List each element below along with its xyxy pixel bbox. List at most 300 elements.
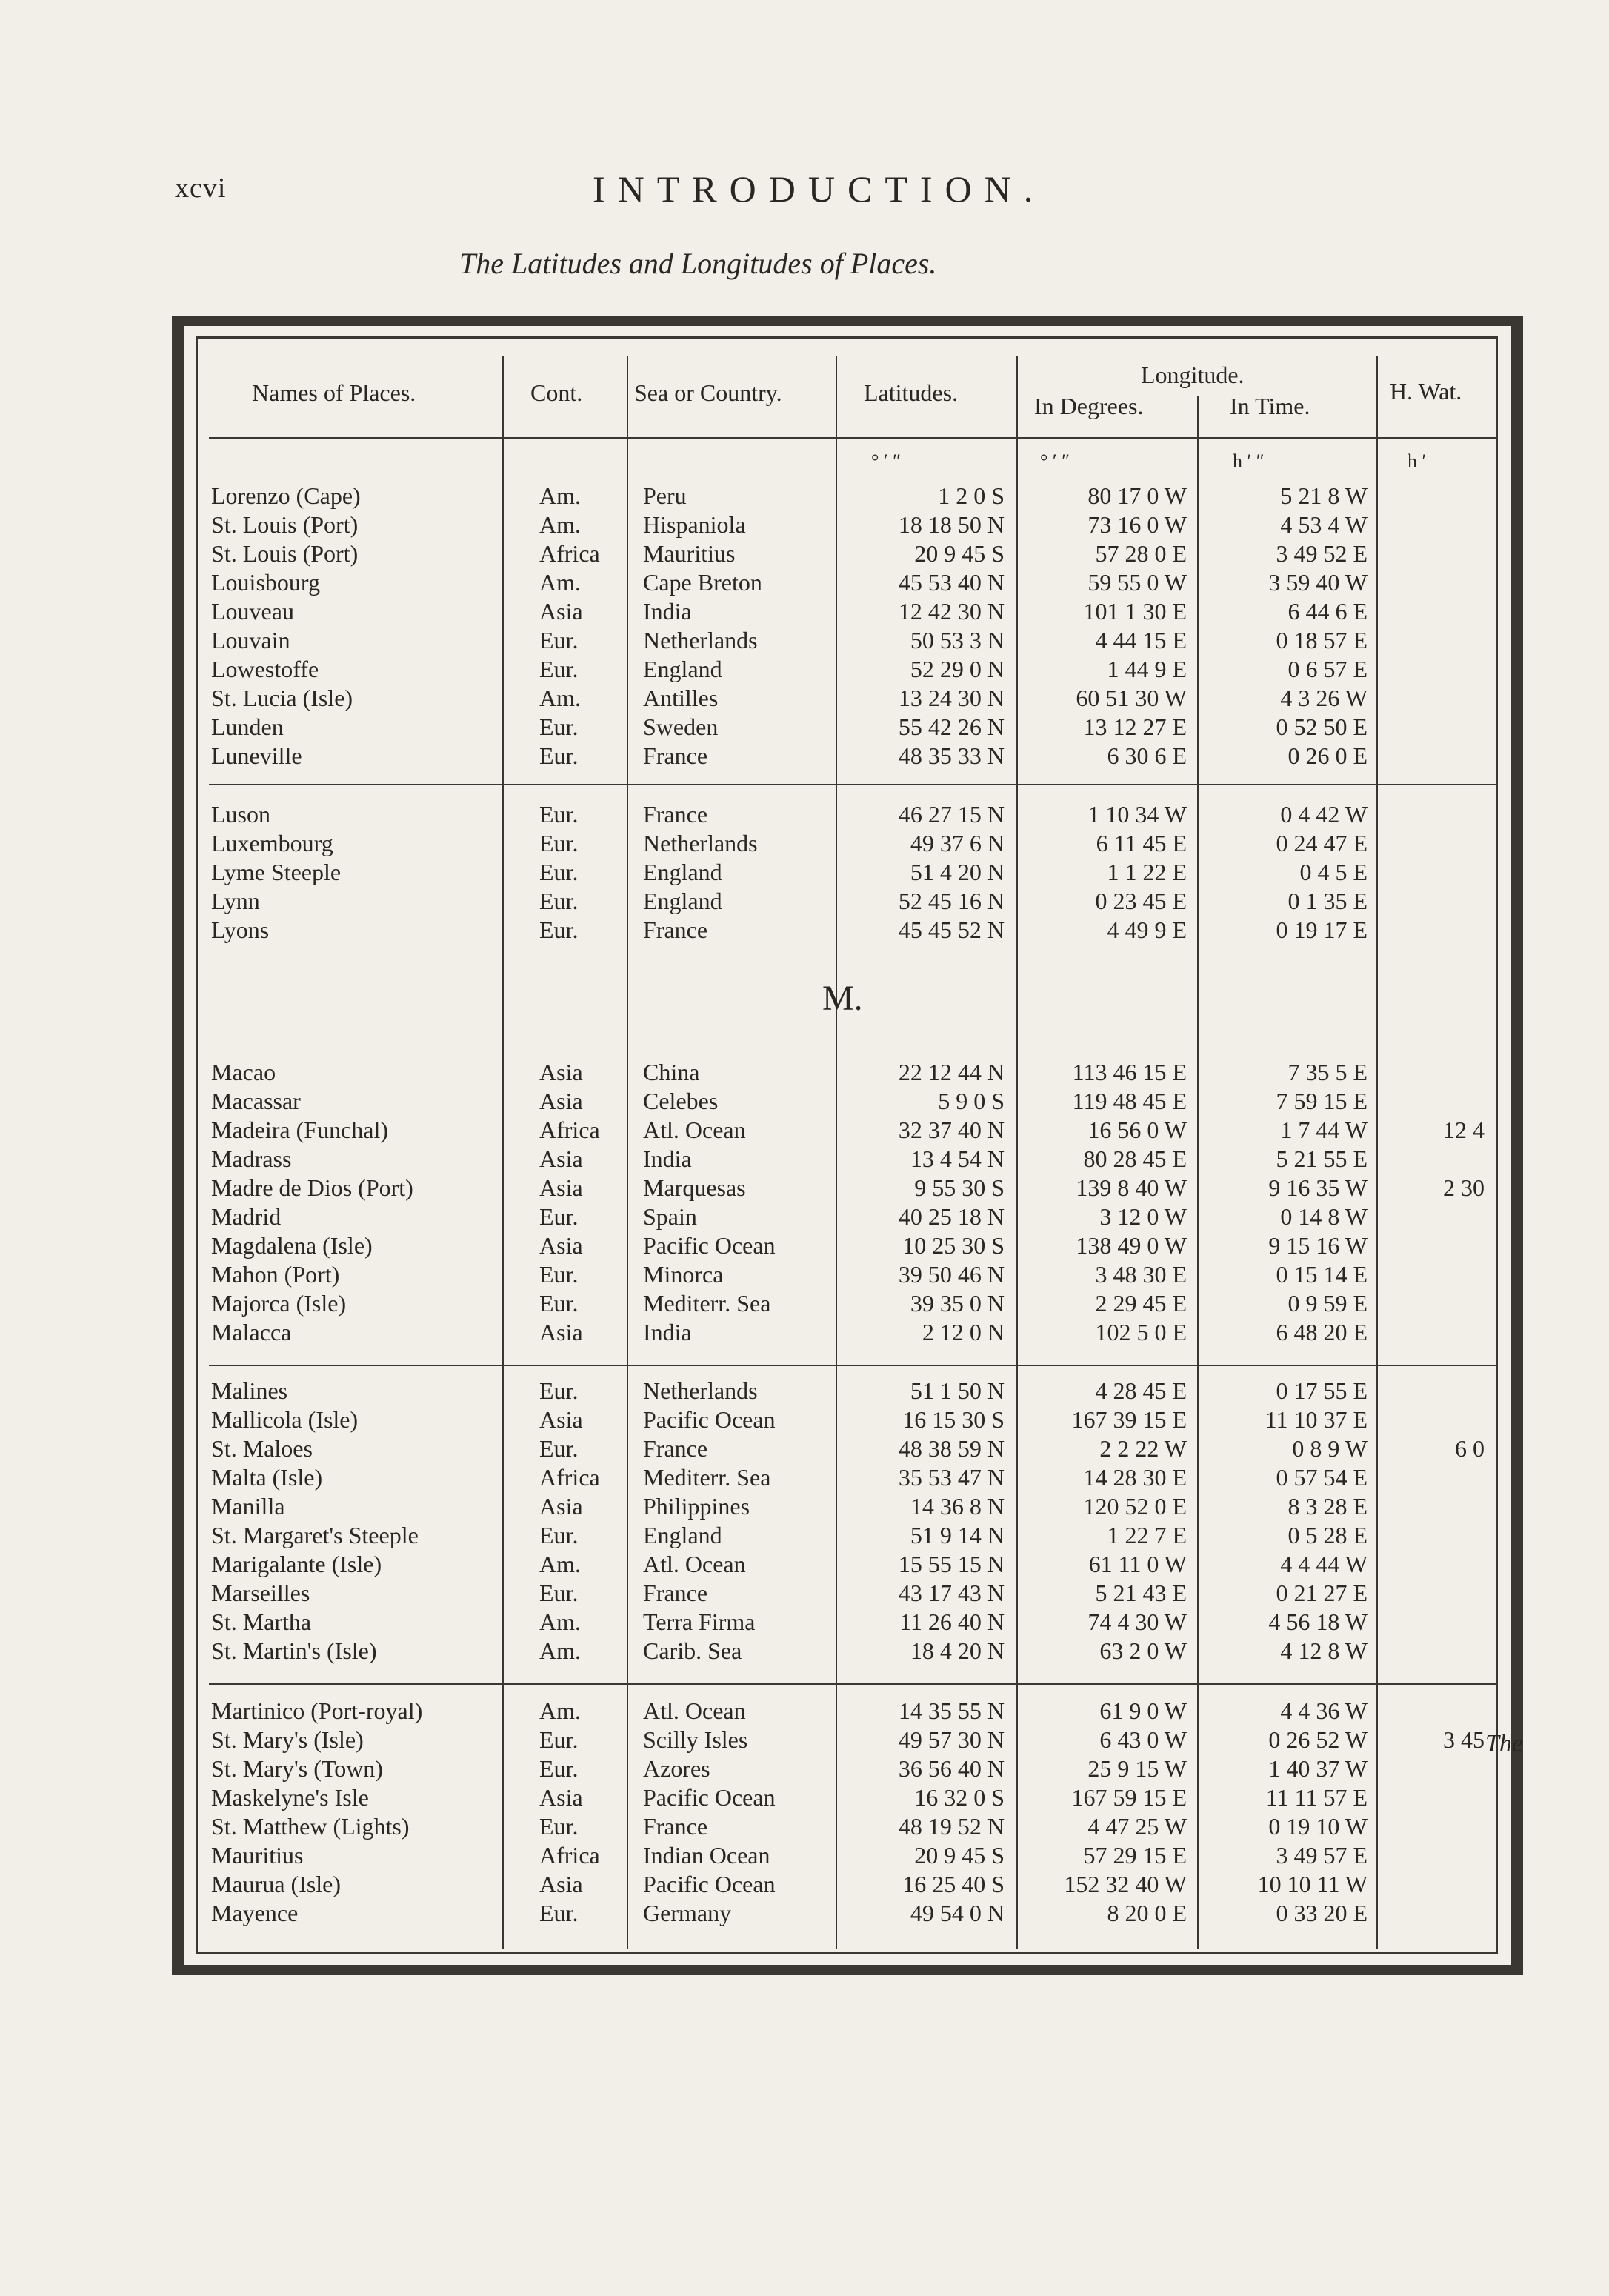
place-name-cell: St. Margaret's Steeple (211, 1522, 419, 1548)
sea-or-country-cell: Pacific Ocean (643, 1784, 776, 1811)
sea-or-country-cell: China (643, 1059, 700, 1085)
latitude-cell: 18 18 50 N (898, 511, 1005, 538)
place-name-cell: St. Lucia (Isle) (211, 685, 353, 711)
longitude-degrees-cell: 25 9 15 W (1087, 1755, 1187, 1782)
continent-cell: Eur. (539, 830, 579, 856)
table-row (0, 1289, 1609, 1318)
longitude-degrees-cell: 1 22 7 E (1107, 1522, 1187, 1548)
continent-cell: Africa (539, 540, 600, 567)
latitude-cell: 5 9 0 S (938, 1088, 1005, 1114)
table-row (0, 1783, 1609, 1812)
sea-or-country-cell: Cape Breton (643, 569, 762, 596)
sea-or-country-cell: Marquesas (643, 1174, 746, 1201)
place-name-cell: St. Martha (211, 1608, 312, 1635)
latitude-cell: 35 53 47 N (898, 1464, 1005, 1491)
continent-cell: Asia (539, 1088, 583, 1114)
place-name-cell: Macao (211, 1059, 276, 1085)
sea-or-country-cell: Netherlands (643, 1377, 758, 1404)
latitude-cell: 14 35 55 N (898, 1697, 1005, 1724)
longitude-time-cell: 0 52 50 E (1276, 713, 1368, 740)
place-name-cell: Luneville (211, 742, 302, 769)
table-row (0, 1637, 1609, 1666)
latitude-cell: 18 4 20 N (910, 1637, 1005, 1664)
table-row (0, 1812, 1609, 1841)
latitude-cell: 49 54 0 N (910, 1900, 1005, 1926)
table-row (0, 829, 1609, 858)
sea-or-country-cell: Netherlands (643, 830, 758, 856)
table-row (0, 800, 1609, 829)
place-name-cell: Manilla (211, 1493, 285, 1520)
place-name-cell: St. Matthew (Lights) (211, 1813, 410, 1840)
sea-or-country-cell: Celebes (643, 1088, 719, 1114)
table-row (0, 1377, 1609, 1405)
continent-cell: Eur. (539, 1813, 579, 1840)
table-title: The Latitudes and Longitudes of Places. (459, 247, 937, 280)
place-name-cell: Louvain (211, 627, 290, 653)
sea-or-country-cell: India (643, 598, 692, 625)
sea-or-country-cell: Atl. Ocean (643, 1697, 746, 1724)
longitude-time-cell: 11 10 37 E (1265, 1406, 1368, 1433)
table-row (0, 655, 1609, 684)
sea-or-country-cell: Azores (643, 1755, 710, 1782)
longitude-degrees-cell: 1 44 9 E (1107, 656, 1187, 682)
continent-cell: Eur. (539, 1580, 579, 1606)
place-name-cell: Marseilles (211, 1580, 310, 1606)
longitude-time-cell: 0 4 42 W (1280, 801, 1368, 828)
group-rule (209, 784, 1498, 785)
sea-or-country-cell: England (643, 656, 722, 682)
place-name-cell: Louisbourg (211, 569, 320, 596)
latitude-cell: 13 24 30 N (898, 685, 1005, 711)
header-longitude: Longitude. (1141, 362, 1245, 388)
continent-cell: Asia (539, 1232, 583, 1259)
longitude-time-cell: 5 21 8 W (1280, 482, 1368, 509)
sea-or-country-cell: Mediterr. Sea (643, 1464, 771, 1491)
sea-or-country-cell: England (643, 859, 722, 885)
longitude-degrees-cell: 152 32 40 W (1064, 1871, 1187, 1897)
latitude-cell: 51 1 50 N (910, 1377, 1005, 1404)
table-row (0, 1058, 1609, 1087)
table-row (0, 1318, 1609, 1347)
longitude-degrees-cell: 2 29 45 E (1095, 1290, 1187, 1317)
continent-cell: Am. (539, 511, 581, 538)
latitude-cell: 52 45 16 N (898, 888, 1005, 914)
longitude-degrees-cell: 80 28 45 E (1083, 1145, 1187, 1172)
longitude-degrees-cell: 6 43 0 W (1099, 1726, 1187, 1753)
longitude-time-cell: 9 15 16 W (1268, 1232, 1368, 1259)
sea-or-country-cell: England (643, 888, 722, 914)
longitude-degrees-cell: 3 12 0 W (1099, 1203, 1187, 1230)
high-water-cell: 12 4 (1443, 1117, 1485, 1143)
longitude-time-cell: 4 3 26 W (1280, 685, 1368, 711)
sea-or-country-cell: France (643, 742, 708, 769)
table-row (0, 713, 1609, 742)
place-name-cell: Luson (211, 801, 270, 828)
continent-cell: Asia (539, 1145, 583, 1172)
longitude-degrees-cell: 16 56 0 W (1087, 1117, 1187, 1143)
table-row (0, 1405, 1609, 1434)
table-row (0, 568, 1609, 597)
longitude-degrees-cell: 4 49 9 E (1107, 916, 1187, 943)
longitude-time-cell: 1 7 44 W (1280, 1117, 1368, 1143)
sea-or-country-cell: Minorca (643, 1261, 724, 1288)
catchword: The (1485, 1730, 1523, 1757)
place-name-cell: Malines (211, 1377, 288, 1404)
longitude-degrees-cell: 4 28 45 E (1095, 1377, 1187, 1404)
latitude-cell: 48 38 59 N (898, 1435, 1005, 1462)
longitude-time-cell: 0 4 5 E (1299, 859, 1368, 885)
longitude-degrees-cell: 113 46 15 E (1072, 1059, 1187, 1085)
latitude-cell: 36 56 40 N (898, 1755, 1005, 1782)
longitude-degrees-cell: 4 47 25 W (1087, 1813, 1187, 1840)
table-row (0, 1174, 1609, 1202)
longitude-time-cell: 4 56 18 W (1268, 1608, 1368, 1635)
sea-or-country-cell: Netherlands (643, 627, 758, 653)
table-row (0, 1202, 1609, 1231)
section-letter: M. (822, 979, 863, 1018)
place-name-cell: Lyme Steeple (211, 859, 342, 885)
longitude-time-cell: 10 10 11 W (1257, 1871, 1368, 1897)
table-row (0, 1726, 1609, 1754)
sea-or-country-cell: England (643, 1522, 722, 1548)
group-rule (209, 1365, 1498, 1366)
unit-lat: ° ′ ″ (871, 450, 901, 472)
longitude-degrees-cell: 74 4 30 W (1087, 1608, 1187, 1635)
longitude-degrees-cell: 119 48 45 E (1072, 1088, 1187, 1114)
latitude-cell: 51 4 20 N (910, 859, 1005, 885)
longitude-time-cell: 4 4 36 W (1280, 1697, 1368, 1724)
place-name-cell: Malta (Isle) (211, 1464, 323, 1491)
latitude-cell: 12 42 30 N (898, 598, 1005, 625)
continent-cell: Am. (539, 1608, 581, 1635)
longitude-time-cell: 3 49 57 E (1276, 1842, 1368, 1869)
continent-cell: Eur. (539, 1261, 579, 1288)
continent-cell: Eur. (539, 888, 579, 914)
header-rule (209, 437, 1498, 439)
table-row (0, 858, 1609, 887)
longitude-time-cell: 0 57 54 E (1276, 1464, 1368, 1491)
longitude-time-cell: 0 1 35 E (1287, 888, 1368, 914)
table-row (0, 597, 1609, 626)
continent-cell: Eur. (539, 1726, 579, 1753)
longitude-time-cell: 9 16 35 W (1268, 1174, 1368, 1201)
place-name-cell: St. Maloes (211, 1435, 313, 1462)
continent-cell: Eur. (539, 656, 579, 682)
longitude-degrees-cell: 73 16 0 W (1087, 511, 1187, 538)
longitude-time-cell: 4 12 8 W (1280, 1637, 1368, 1664)
unit-time: h ′ ″ (1233, 450, 1265, 472)
latitude-cell: 2 12 0 N (922, 1319, 1005, 1345)
sea-or-country-cell: Peru (643, 482, 687, 509)
latitude-cell: 32 37 40 N (898, 1117, 1005, 1143)
sea-or-country-cell: Pacific Ocean (643, 1871, 776, 1897)
sea-or-country-cell: Scilly Isles (643, 1726, 748, 1753)
place-name-cell: Madre de Dios (Port) (211, 1174, 413, 1201)
table-row (0, 510, 1609, 539)
latitude-cell: 39 50 46 N (898, 1261, 1005, 1288)
longitude-degrees-cell: 101 1 30 E (1083, 598, 1187, 625)
latitude-cell: 43 17 43 N (898, 1580, 1005, 1606)
longitude-time-cell: 0 24 47 E (1276, 830, 1368, 856)
continent-cell: Am. (539, 1637, 581, 1664)
table-row (0, 1231, 1609, 1260)
continent-cell: Eur. (539, 801, 579, 828)
place-name-cell: Macassar (211, 1088, 301, 1114)
latitude-cell: 1 2 0 S (938, 482, 1005, 509)
longitude-degrees-cell: 57 28 0 E (1095, 540, 1187, 567)
longitude-time-cell: 6 44 6 E (1287, 598, 1368, 625)
latitude-cell: 9 55 30 S (914, 1174, 1005, 1201)
header-lat: Latitudes. (864, 379, 959, 406)
longitude-time-cell: 0 8 9 W (1292, 1435, 1368, 1462)
continent-cell: Am. (539, 1697, 581, 1724)
continent-cell: Eur. (539, 1290, 579, 1317)
sea-or-country-cell: Carib. Sea (643, 1637, 742, 1664)
continent-cell: Eur. (539, 713, 579, 740)
place-name-cell: Magdalena (Isle) (211, 1232, 373, 1259)
place-name-cell: Marigalante (Isle) (211, 1551, 382, 1577)
latitude-cell: 20 9 45 S (914, 1842, 1005, 1869)
table-row (0, 1899, 1609, 1928)
longitude-time-cell: 11 11 57 E (1265, 1784, 1368, 1811)
table-row (0, 1870, 1609, 1899)
latitude-cell: 10 25 30 S (902, 1232, 1005, 1259)
longitude-time-cell: 0 26 52 W (1268, 1726, 1368, 1753)
longitude-time-cell: 7 35 5 E (1287, 1059, 1368, 1085)
continent-cell: Africa (539, 1464, 600, 1491)
continent-cell: Eur. (539, 627, 579, 653)
sea-or-country-cell: Antilles (643, 685, 719, 711)
place-name-cell: Mayence (211, 1900, 299, 1926)
longitude-degrees-cell: 59 55 0 W (1087, 569, 1187, 596)
longitude-time-cell: 0 33 20 E (1276, 1900, 1368, 1926)
longitude-degrees-cell: 4 44 15 E (1095, 627, 1187, 653)
unit-hwat: h ′ (1408, 450, 1427, 472)
longitude-degrees-cell: 6 11 45 E (1096, 830, 1187, 856)
table-row (0, 1550, 1609, 1579)
sea-or-country-cell: Sweden (643, 713, 719, 740)
longitude-time-cell: 0 14 8 W (1280, 1203, 1368, 1230)
latitude-cell: 52 29 0 N (910, 656, 1005, 682)
place-name-cell: St. Louis (Port) (211, 511, 359, 538)
place-name-cell: Mauritius (211, 1842, 304, 1869)
table-row (0, 887, 1609, 916)
sea-or-country-cell: Atl. Ocean (643, 1551, 746, 1577)
longitude-degrees-cell: 139 8 40 W (1076, 1174, 1187, 1201)
longitude-time-cell: 0 19 17 E (1276, 916, 1368, 943)
running-head: INTRODUCTION. (593, 168, 1046, 210)
longitude-degrees-cell: 2 2 22 W (1099, 1435, 1187, 1462)
header-cont: Cont. (530, 379, 583, 406)
continent-cell: Am. (539, 569, 581, 596)
sea-or-country-cell: France (643, 801, 708, 828)
longitude-time-cell: 6 48 20 E (1276, 1319, 1368, 1345)
high-water-cell: 6 0 (1455, 1435, 1485, 1462)
longitude-time-cell: 0 18 57 E (1276, 627, 1368, 653)
longitude-degrees-cell: 102 5 0 E (1095, 1319, 1187, 1345)
latitude-cell: 13 4 54 N (910, 1145, 1005, 1172)
latitude-cell: 11 26 40 N (899, 1608, 1005, 1635)
table-row (0, 539, 1609, 568)
place-name-cell: Lunden (211, 713, 284, 740)
continent-cell: Eur. (539, 916, 579, 943)
place-name-cell: St. Mary's (Town) (211, 1755, 383, 1782)
place-name-cell: St. Louis (Port) (211, 540, 359, 567)
place-name-cell: Louveau (211, 598, 294, 625)
longitude-degrees-cell: 3 48 30 E (1095, 1261, 1187, 1288)
table-row (0, 1697, 1609, 1726)
table-row (0, 482, 1609, 510)
latitude-cell: 55 42 26 N (898, 713, 1005, 740)
sea-or-country-cell: France (643, 1580, 708, 1606)
longitude-degrees-cell: 8 20 0 E (1107, 1900, 1187, 1926)
continent-cell: Asia (539, 598, 583, 625)
latitude-cell: 50 53 3 N (910, 627, 1005, 653)
place-name-cell: Luxembourg (211, 830, 333, 856)
longitude-time-cell: 0 17 55 E (1276, 1377, 1368, 1404)
continent-cell: Asia (539, 1319, 583, 1345)
longitude-time-cell: 0 19 10 W (1268, 1813, 1368, 1840)
longitude-degrees-cell: 6 30 6 E (1107, 742, 1187, 769)
latitude-cell: 49 37 6 N (910, 830, 1005, 856)
longitude-degrees-cell: 0 23 45 E (1095, 888, 1187, 914)
continent-cell: Asia (539, 1784, 583, 1811)
longitude-time-cell: 5 21 55 E (1276, 1145, 1368, 1172)
longitude-time-cell: 4 4 44 W (1280, 1551, 1368, 1577)
continent-cell: Asia (539, 1174, 583, 1201)
sea-or-country-cell: Mauritius (643, 540, 736, 567)
page-number: xcvi (175, 173, 227, 204)
place-name-cell: Martinico (Port-royal) (211, 1697, 423, 1724)
longitude-degrees-cell: 60 51 30 W (1076, 685, 1187, 711)
sea-or-country-cell: Indian Ocean (643, 1842, 770, 1869)
table-row (0, 1434, 1609, 1463)
latitude-cell: 48 35 33 N (898, 742, 1005, 769)
longitude-degrees-cell: 14 28 30 E (1083, 1464, 1187, 1491)
sea-or-country-cell: France (643, 1435, 708, 1462)
sea-or-country-cell: Germany (643, 1900, 732, 1926)
continent-cell: Eur. (539, 859, 579, 885)
continent-cell: Africa (539, 1117, 600, 1143)
sea-or-country-cell: Philippines (643, 1493, 750, 1520)
continent-cell: Asia (539, 1871, 583, 1897)
latitude-cell: 20 9 45 S (914, 540, 1005, 567)
longitude-time-cell: 3 49 52 E (1276, 540, 1368, 567)
header-in-degrees: In Degrees. (1034, 393, 1144, 419)
longitude-time-cell: 0 26 0 E (1287, 742, 1368, 769)
table-row (0, 626, 1609, 655)
latitude-cell: 16 32 0 S (914, 1784, 1005, 1811)
latitude-cell: 40 25 18 N (898, 1203, 1005, 1230)
header-sea: Sea or Country. (634, 379, 782, 406)
latitude-cell: 39 35 0 N (910, 1290, 1005, 1317)
sea-or-country-cell: Pacific Ocean (643, 1232, 776, 1259)
continent-cell: Asia (539, 1059, 583, 1085)
latitude-cell: 51 9 14 N (910, 1522, 1005, 1548)
place-name-cell: Lyons (211, 916, 270, 943)
longitude-time-cell: 3 59 40 W (1268, 569, 1368, 596)
place-name-cell: Mallicola (Isle) (211, 1406, 359, 1433)
sea-or-country-cell: Pacific Ocean (643, 1406, 776, 1433)
sea-or-country-cell: Terra Firma (643, 1608, 756, 1635)
table-row (0, 1754, 1609, 1783)
continent-cell: Eur. (539, 742, 579, 769)
place-name-cell: Lowestoffe (211, 656, 319, 682)
header-names: Names of Places. (252, 379, 416, 406)
latitude-cell: 46 27 15 N (898, 801, 1005, 828)
longitude-degrees-cell: 61 9 0 W (1099, 1697, 1187, 1724)
place-name-cell: Madrid (211, 1203, 282, 1230)
sea-or-country-cell: India (643, 1145, 692, 1172)
longitude-degrees-cell: 63 2 0 W (1099, 1637, 1187, 1664)
longitude-degrees-cell: 13 12 27 E (1083, 713, 1187, 740)
place-name-cell: Lynn (211, 888, 260, 914)
place-name-cell: Maskelyne's Isle (211, 1784, 369, 1811)
latitude-cell: 14 36 8 N (910, 1493, 1005, 1520)
latitude-cell: 48 19 52 N (898, 1813, 1005, 1840)
latitude-cell: 45 45 52 N (898, 916, 1005, 943)
sea-or-country-cell: India (643, 1319, 692, 1345)
continent-cell: Eur. (539, 1435, 579, 1462)
place-name-cell: Malacca (211, 1319, 292, 1345)
continent-cell: Eur. (539, 1377, 579, 1404)
table-row (0, 1608, 1609, 1637)
table-row (0, 742, 1609, 771)
continent-cell: Africa (539, 1842, 600, 1869)
longitude-time-cell: 1 40 37 W (1268, 1755, 1368, 1782)
place-name-cell: St. Mary's (Isle) (211, 1726, 364, 1753)
longitude-degrees-cell: 5 21 43 E (1095, 1580, 1187, 1606)
table-row (0, 1579, 1609, 1608)
high-water-cell: 3 45 (1443, 1726, 1485, 1753)
sea-or-country-cell: France (643, 916, 708, 943)
continent-cell: Eur. (539, 1522, 579, 1548)
continent-cell: Eur. (539, 1203, 579, 1230)
latitude-cell: 16 25 40 S (902, 1871, 1005, 1897)
sea-or-country-cell: Spain (643, 1203, 697, 1230)
sea-or-country-cell: France (643, 1813, 708, 1840)
table-row (0, 1087, 1609, 1116)
table-row (0, 1260, 1609, 1289)
high-water-cell: 2 30 (1443, 1174, 1485, 1201)
sea-or-country-cell: Mediterr. Sea (643, 1290, 771, 1317)
continent-cell: Asia (539, 1493, 583, 1520)
longitude-time-cell: 4 53 4 W (1280, 511, 1368, 538)
longitude-degrees-cell: 138 49 0 W (1076, 1232, 1187, 1259)
continent-cell: Am. (539, 482, 581, 509)
place-name-cell: Majorca (Isle) (211, 1290, 347, 1317)
longitude-degrees-cell: 1 10 34 W (1087, 801, 1187, 828)
place-name-cell: Lorenzo (Cape) (211, 482, 361, 509)
header-hwat: H. Wat. (1390, 378, 1462, 405)
continent-cell: Asia (539, 1406, 583, 1433)
continent-cell: Am. (539, 1551, 581, 1577)
table-row (0, 1841, 1609, 1870)
longitude-time-cell: 0 15 14 E (1276, 1261, 1368, 1288)
latitude-cell: 49 57 30 N (898, 1726, 1005, 1753)
continent-cell: Eur. (539, 1900, 579, 1926)
latitude-cell: 16 15 30 S (902, 1406, 1005, 1433)
longitude-degrees-cell: 61 11 0 W (1088, 1551, 1187, 1577)
longitude-time-cell: 0 9 59 E (1287, 1290, 1368, 1317)
longitude-degrees-cell: 120 52 0 E (1083, 1493, 1187, 1520)
longitude-degrees-cell: 167 39 15 E (1071, 1406, 1187, 1433)
longitude-time-cell: 7 59 15 E (1276, 1088, 1368, 1114)
longitude-degrees-cell: 1 1 22 E (1107, 859, 1187, 885)
table-row (0, 916, 1609, 945)
longitude-degrees-cell: 80 17 0 W (1087, 482, 1187, 509)
place-name-cell: St. Martin's (Isle) (211, 1637, 377, 1664)
